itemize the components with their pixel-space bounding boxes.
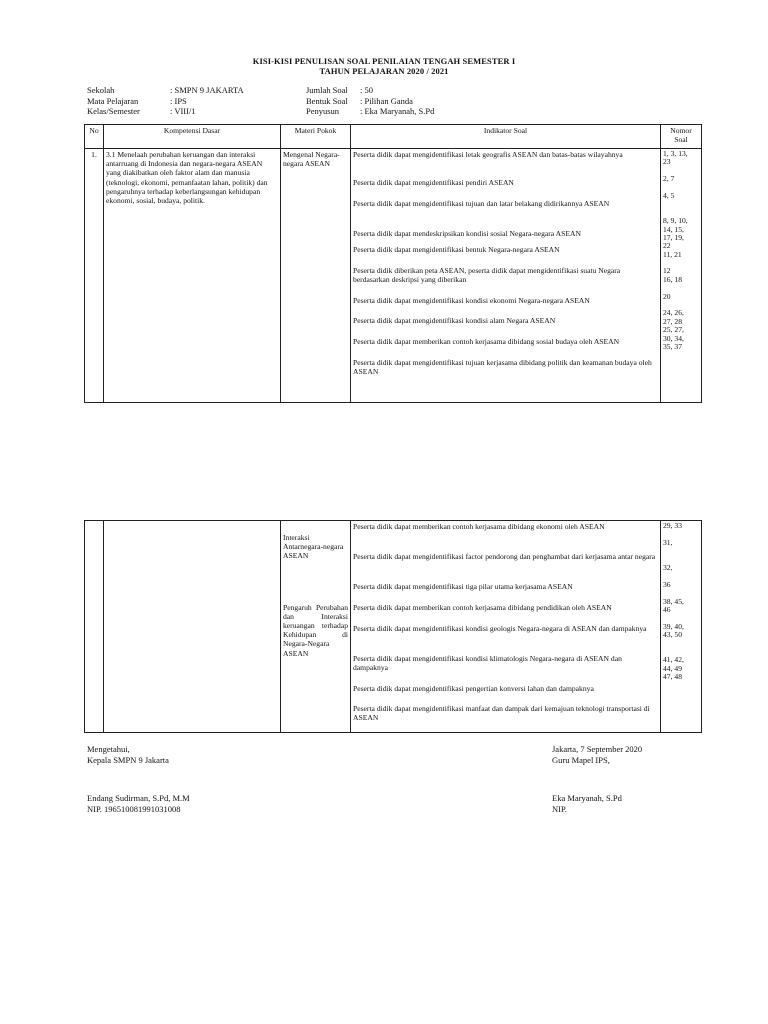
- nomor-soal-line: 17, 19,: [663, 232, 684, 242]
- nomor-soal-line: 46: [663, 604, 671, 614]
- nomor-soal-line: 25, 27,: [663, 325, 684, 335]
- nomor-soal-line: 36: [663, 579, 671, 589]
- meta-label: Bentuk Soal: [306, 95, 348, 106]
- meta-label: Jumlah Soal: [306, 85, 348, 95]
- cell-no: 1.: [85, 149, 104, 403]
- meta-row-mapel: [87, 96, 244, 107]
- nomor-soal-line: 23: [663, 157, 671, 167]
- signature-right: [552, 744, 642, 814]
- indikator-item: Peserta didik dapat mengidentifikasi kondisi klimatologis Negara-negara di ASEAN dan dampaknya: [353, 654, 622, 673]
- nomor-soal-list: [663, 522, 699, 681]
- meta-value: : Pilihan Ganda: [360, 95, 413, 106]
- cell-nomor-soal: [661, 521, 702, 733]
- nomor-soal-line: 16, 18: [663, 274, 682, 284]
- sig-name: Eka Maryanah, S.Pd: [552, 793, 622, 803]
- indikator-item: Peserta didik dapat memberikan contoh kerjasama dibidang pendidikan oleh ASEAN: [353, 603, 612, 612]
- nomor-soal-line: [663, 547, 699, 555]
- nomor-soal-line: 44, 49: [663, 663, 682, 673]
- nomor-soal-line: 43, 50: [663, 630, 682, 640]
- sig-line: Jakarta, 7 September 2020: [552, 744, 643, 754]
- meta-value: : SMPN 9 JAKARTA: [170, 85, 244, 95]
- indikator-item: Peserta didik dapat mendeskripsikan kondisi sosial Negara-negara ASEAN: [353, 229, 581, 238]
- sig-nip: NIP.: [552, 803, 567, 814]
- indikator-item: Peserta didik dapat memberikan contoh kerjasama dibidang sosial budaya oleh ASEAN: [353, 337, 620, 346]
- document-subtitle: TAHUN PELAJARAN 2020 / 2021: [319, 66, 449, 76]
- indikator-item: Peserta didik dapat mengidentifikasi kondisi geologis Negara-negara di ASEAN dan dampaknya: [353, 624, 647, 633]
- cell-nomor-soal: [661, 149, 702, 403]
- meta-label: Kelas/Semester: [87, 106, 140, 116]
- nomor-soal-line: 39, 40,: [663, 621, 684, 631]
- cell-kompetensi: 3.1 Menelaah perubahan keruangan dan interaksi antarruang di Indonesia dan negara-negara ASEAN yang diakibatkan oleh faktor alam dan manusia (teknologi, ekonomi, pemanfaatan lahan, politik) dan pengaruhnya terhadap keberlangsungan kehidupan ekonomi, sosial, budaya, politik.: [104, 149, 281, 403]
- meta-value: : VIII/1: [170, 106, 196, 116]
- cell-indikator: [351, 149, 661, 403]
- indikator-item: Peserta didik dapat mengidentifikasi tujuan kerjasama dibidang politik dan keamanan budaya oleh ASEAN: [353, 358, 652, 377]
- materi-interaksi: Interaksi Antarnegara-negara ASEAN: [283, 533, 344, 561]
- table-header-row: [85, 125, 702, 149]
- meta-label: Mata Pelajaran: [87, 95, 139, 106]
- indikator-item: Peserta didik dapat mengidentifikasi tiga pilar utama kerjasama ASEAN: [353, 582, 573, 591]
- nomor-soal-line: 14, 15,: [663, 224, 684, 234]
- nomor-soal-line: 2, 7: [663, 174, 675, 184]
- header-no: No: [85, 125, 104, 149]
- cell-materi: [281, 521, 351, 733]
- meta-row-kelas: [87, 106, 244, 117]
- nomor-soal-line: 38, 45,: [663, 596, 684, 606]
- document-title: KISI-KISI PENULISAN SOAL PENILAIAN TENGAH SEMESTER I: [252, 56, 516, 66]
- cell-kompetensi-empty: [104, 521, 281, 733]
- nomor-soal-line: 11, 21: [663, 249, 682, 259]
- nomor-soal-line: 1, 3, 13,: [663, 149, 688, 158]
- indikator-item: Peserta didik dapat mengidentifikasi kondisi ekonomi Negara-negara ASEAN: [353, 296, 590, 305]
- header-indikator: Indikator Soal: [351, 125, 661, 149]
- meta-row-bentuk: [306, 96, 434, 107]
- indikator-item: Peserta didik dapat memberikan contoh kerjasama dibidang ekonomi oleh ASEAN: [353, 522, 605, 531]
- sig-nip: NIP. 196510081991031008: [87, 803, 181, 814]
- header-nomor: Nomor Soal: [661, 125, 702, 149]
- indikator-item: Peserta didik dapat mengidentifikasi factor pendorong dan penghambat dari kerjasama antar negara: [353, 552, 656, 561]
- cell-materi: Mengenal Negara-negara ASEAN: [281, 149, 351, 403]
- table-row: [85, 521, 702, 733]
- nomor-soal-line: 8, 9, 10,: [663, 216, 688, 226]
- signature-left: [87, 744, 190, 814]
- meta-label: Penyusun: [306, 106, 340, 116]
- nomor-soal-line: 30, 34,: [663, 333, 684, 343]
- sig-line: Kepala SMPN 9 Jakarta: [87, 754, 169, 765]
- table-row: [85, 149, 702, 403]
- sig-line: Guru Mapel IPS,: [552, 754, 610, 765]
- header-kd: Kompetensi Dasar: [104, 125, 281, 149]
- indikator-item: Peserta didik diberikan peta ASEAN, peserta didik dapat mengidentifikasi suatu Negara berdasarkan deskripsi yang diberikan: [353, 266, 621, 285]
- indikator-item: Peserta didik dapat mengidentifikasi pengertian konversi lahan dan dampaknya: [353, 684, 594, 693]
- materi-pengaruh: Pengaruh Perubahan dan Interaksi keruangan terhadap Kehidupan di Negara-Negara ASEAN: [283, 602, 348, 658]
- indikator-item: Peserta didik dapat mengidentifikasi letak geografis ASEAN dan batas-batas wilayahnya: [353, 150, 623, 159]
- nomor-soal-line: 29, 33: [663, 521, 682, 530]
- header-materi: Materi Pokok: [281, 125, 351, 149]
- meta-left: [87, 85, 244, 117]
- nomor-soal-line: 20: [663, 291, 671, 301]
- indikator-item: Peserta didik dapat mengidentifikasi tujuan dan latar belakang didirikannya ASEAN: [353, 199, 610, 208]
- indikator-item: Peserta didik dapat mengidentifikasi pendiri ASEAN: [353, 178, 514, 187]
- meta-value: : IPS: [170, 95, 187, 106]
- nomor-soal-line: 41, 42,: [663, 655, 684, 665]
- nomor-soal-line: 32,: [663, 562, 673, 572]
- nomor-soal-line: 22: [663, 241, 671, 251]
- meta-row-sekolah: [87, 85, 244, 96]
- nomor-soal-list: [663, 150, 699, 351]
- kisi-table-2: [84, 520, 702, 733]
- nomor-soal-line: 24, 26,: [663, 308, 684, 318]
- nomor-soal-line: 4, 5: [663, 190, 675, 200]
- meta-label: Sekolah: [87, 85, 115, 95]
- nomor-soal-line: 35, 37: [663, 341, 682, 351]
- meta-row-penyusun: [306, 106, 434, 117]
- nomor-soal-line: [663, 200, 699, 208]
- nomor-soal-line: [663, 639, 699, 647]
- cell-no-empty: [85, 521, 104, 733]
- sig-line: Mengetahui,: [87, 744, 130, 754]
- kisi-table-1: [84, 124, 702, 403]
- meta-value: : Eka Maryanah, S.Pd: [360, 106, 435, 116]
- nomor-soal-line: 31,: [663, 537, 673, 547]
- meta-right: [306, 85, 434, 117]
- sig-name: Endang Sudirman, S.Pd, M.M: [87, 793, 190, 803]
- indikator-item: Peserta didik dapat mengidentifikasi bentuk Negara-negara ASEAN: [353, 245, 560, 254]
- meta-row-jumlah: [306, 85, 434, 96]
- nomor-soal-line: 12: [663, 266, 671, 276]
- cell-indikator: [351, 521, 661, 733]
- meta-value: : 50: [360, 85, 373, 95]
- nomor-soal-line: 47, 48: [663, 672, 682, 682]
- indikator-item: Peserta didik dapat mengidentifikasi kondisi alam Negara ASEAN: [353, 316, 556, 325]
- indikator-item: Peserta didik dapat mengidentifikasi manfaat dan dampak dari kemajuan teknologi transportasi di ASEAN: [353, 704, 650, 723]
- nomor-soal-line: 27, 28: [663, 316, 682, 326]
